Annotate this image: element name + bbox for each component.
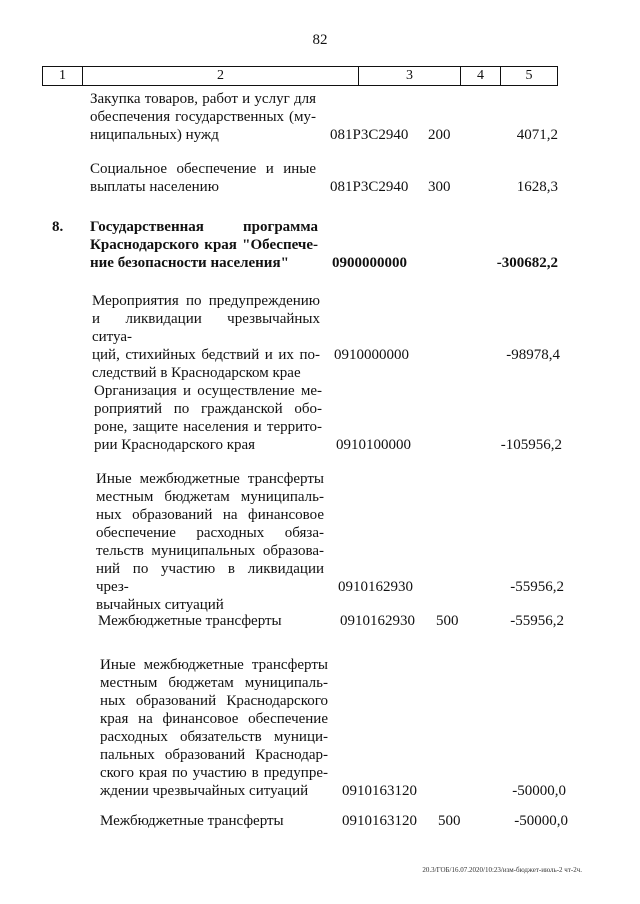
- target-code: 081P3C2940: [330, 179, 409, 195]
- description-line: следствий в Краснодарском крае: [92, 365, 301, 381]
- amount: -50000,0: [512, 783, 566, 799]
- row-description: [100, 656, 328, 800]
- description-line: Иные межбюджетные трансферты: [96, 471, 324, 487]
- description-line: ние безопасности населения": [90, 255, 289, 271]
- amount: -300682,2: [496, 255, 558, 271]
- description-line: ниципальных) нужд: [90, 127, 219, 143]
- row-description: [92, 292, 320, 382]
- description-line: ний по участию в ликвидации чрез-: [96, 561, 324, 595]
- document-footer: 20.3/ГОБ/16.07.2020/10:23/изм-бюджет-июль-2 чт-2ч.: [422, 866, 582, 874]
- description-line: и ликвидации чрезвычайных ситуа-: [92, 311, 320, 345]
- description-line: ных образований на финансовое: [96, 507, 324, 523]
- description-line: роприятий по гражданской обо-: [94, 401, 322, 417]
- target-code: 0910163120: [342, 783, 417, 799]
- description-line: Мероприятия по предупреждению: [92, 293, 320, 309]
- description-line: вычайных ситуаций: [96, 597, 224, 613]
- description-line: ждении чрезвычайных ситуаций: [100, 783, 309, 799]
- amount: -55956,2: [510, 579, 564, 595]
- description-line: выплаты населению: [90, 179, 219, 195]
- description-line: роне, защите населения и террито-: [94, 419, 322, 435]
- column-header-5: 5: [525, 68, 533, 83]
- description-line: Социальное обеспечение и иные: [90, 161, 316, 177]
- row-description: [90, 160, 316, 196]
- amount: -50000,0: [514, 813, 568, 829]
- row-description: [98, 612, 326, 630]
- expense-type: 500: [438, 813, 461, 829]
- description-line: рии Краснодарского края: [94, 437, 256, 453]
- description-line: местным бюджетам муниципаль-: [96, 489, 324, 505]
- description-line: пальных образований Краснодар-: [100, 747, 328, 763]
- description-line: Иные межбюджетные трансферты: [100, 657, 328, 673]
- description-line: ций, стихийных бедствий и их по-: [92, 347, 320, 363]
- target-code: 0900000000: [332, 255, 407, 271]
- expense-type: 500: [436, 613, 459, 629]
- description-line: Межбюджетные трансферты: [98, 613, 282, 629]
- description-line: Краснодарского края "Обеспече-: [90, 237, 318, 253]
- column-header-2: 2: [83, 67, 359, 85]
- row-description: [100, 812, 328, 830]
- column-header-1: 1: [43, 67, 83, 85]
- expense-type: 200: [428, 127, 451, 143]
- description-line: края на финансовое обеспечение: [100, 711, 328, 727]
- description-line: ского края по участию в предупре-: [100, 765, 328, 781]
- amount: -98978,4: [506, 347, 560, 363]
- description-line: местным бюджетам муниципаль-: [100, 675, 328, 691]
- description-line: обеспечение расходных обяза-: [96, 525, 324, 541]
- description-line: Организация и осуществление ме-: [94, 383, 322, 399]
- target-code: 081P3C2940: [330, 127, 409, 143]
- target-code: 0910162930: [338, 579, 413, 595]
- amount: 4071,2: [516, 127, 558, 143]
- expense-type: 300: [428, 179, 451, 195]
- description-line: ных образований Краснодарского: [100, 693, 328, 709]
- row-description: [94, 382, 322, 454]
- target-code: 0910162930: [340, 613, 415, 629]
- description-line: тельств муниципальных образова-: [96, 543, 324, 559]
- table-header: [42, 66, 558, 86]
- description-line: Государственная программа: [90, 219, 318, 235]
- column-header-4: 4: [461, 67, 501, 85]
- target-code: 0910000000: [334, 347, 409, 363]
- description-line: расходных обязательств муници-: [100, 729, 328, 745]
- page-number: 82: [312, 32, 328, 48]
- row-number: 8.: [52, 219, 64, 235]
- column-header-3: 3: [359, 67, 461, 85]
- row-description: [90, 90, 316, 144]
- row-description: [90, 218, 318, 272]
- target-code: 0910100000: [336, 437, 411, 453]
- target-code: 0910163120: [342, 813, 417, 829]
- amount: -55956,2: [510, 613, 564, 629]
- description-line: обеспечения государственных (му-: [90, 109, 316, 125]
- description-line: Закупка товаров, работ и услуг для: [90, 91, 316, 107]
- amount: -105956,2: [500, 437, 562, 453]
- description-line: Межбюджетные трансферты: [100, 813, 284, 829]
- row-description: [96, 470, 324, 614]
- amount: 1628,3: [516, 179, 558, 195]
